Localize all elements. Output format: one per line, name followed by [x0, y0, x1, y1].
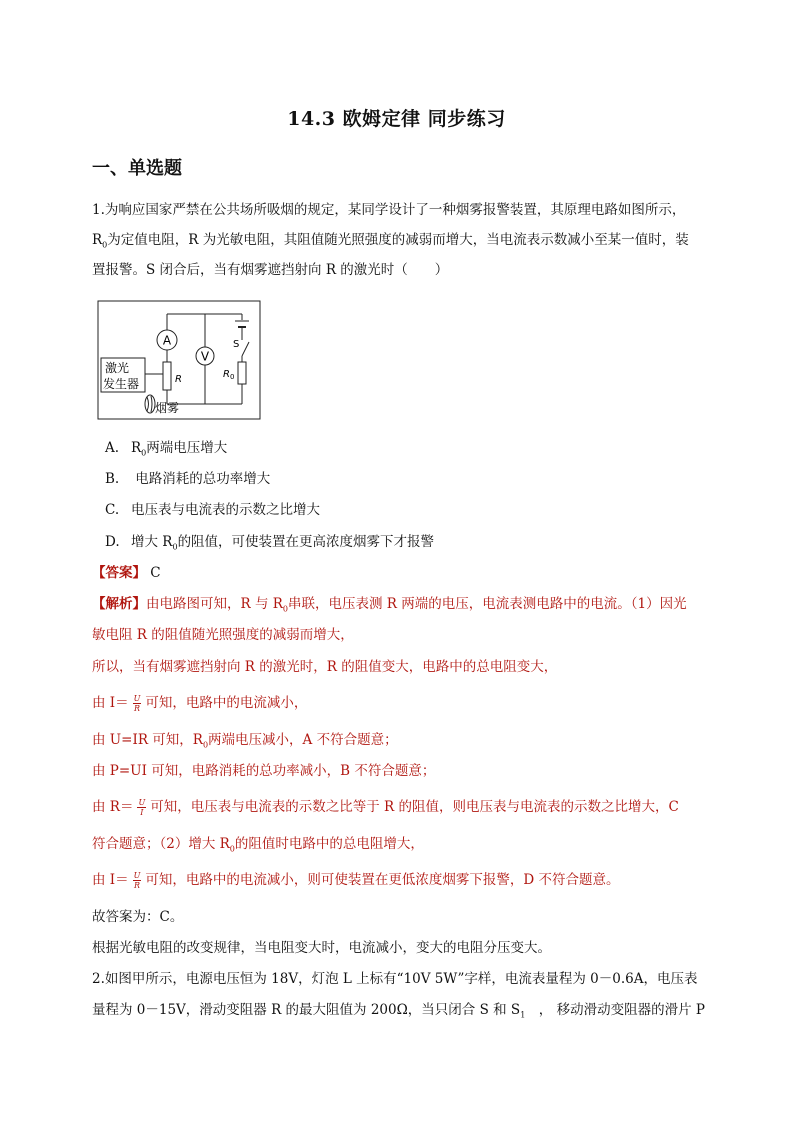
option-a-letter: A.: [105, 440, 120, 456]
smoke-label: 烟雾: [155, 401, 180, 415]
analysis-line1: [92, 594, 687, 620]
ammeter-label: A: [162, 333, 172, 348]
option-d-symbol: 增大 R: [131, 534, 173, 550]
q2-stem-line2-b: ， 移动滑动变阻器的滑片 P: [525, 1002, 705, 1018]
laser-label-line1: 激光: [105, 361, 130, 375]
analysis-l9-pre: 由 I＝: [92, 872, 129, 888]
q2-s1-subscript: 1: [520, 1010, 526, 1020]
analysis-l1-sub: 0: [282, 604, 289, 614]
q1-r0-subscript: 0: [102, 240, 108, 250]
q1-stem-line2-text: 为定值电阻，R 为光敏电阻，其阻值随光照强度的减弱而增大，当电流表示数减小至某一值时，装: [107, 232, 689, 248]
section-heading: 一、单选题: [92, 158, 182, 179]
fraction-u-over-r: [133, 694, 142, 713]
analysis-line3: 所以，当有烟雾遮挡射向 R 的激光时，R 的阻值变大，电路中的总电阻变大，: [92, 659, 558, 675]
analysis-line2: 敏电阻 R 的阻值随光照强度的减弱而增大，: [92, 627, 354, 643]
voltmeter-label: V: [200, 349, 210, 364]
analysis-l1-b: 串联，电压表测 R 两端的电压，电流表测电路中的电流。（1）因光: [288, 596, 687, 612]
option-b-text: 电路消耗的总功率增大: [131, 471, 271, 487]
analysis-line6: 由 P=UI 可知，电路消耗的总功率减小，B 不符合题意；: [92, 763, 436, 779]
fraction-u-over-r-2: [133, 871, 142, 890]
analysis-line8: [92, 834, 424, 860]
option-b[interactable]: [105, 469, 270, 489]
q2-stem-line2-a: 量程为 0－15V，滑动变阻器 R 的最大阻值为 200Ω，当只闭合 S 和 S: [92, 1002, 521, 1018]
option-b-letter: B.: [105, 471, 120, 487]
page-title: 14.3 欧姆定律 同步练习: [287, 108, 506, 130]
analysis-l8-sub: 0: [229, 844, 235, 854]
q1-stem-line2: [92, 230, 689, 256]
analysis-line7: [92, 797, 679, 817]
option-c-text: 电压表与电流表的示数之比增大: [131, 502, 320, 518]
analysis-l4-pre: 由 I＝: [92, 695, 129, 711]
answer-label: 【答案】: [92, 565, 146, 581]
analysis-l1-a: 由电路图可知，R 与 R: [146, 596, 283, 612]
tip-line: 根据光敏电阻的改变规律，当电阻变大时，电流减小，变大的电阻分压变大。: [92, 940, 551, 956]
analysis-l5-b: 两端电压减小，A 不符合题意；: [208, 732, 398, 748]
q1-r0-symbol: R: [92, 232, 103, 248]
option-d-subscript: 0: [172, 542, 178, 552]
option-d-text: 的阻值，可使装置在更高浓度烟雾下才报警: [177, 534, 435, 550]
photoresistor-label: R: [175, 374, 182, 385]
q2-stem-line1: 2.如图甲所示，电源电压恒为 18V，灯泡 L 上标有“10V 5W”字样，电流表量程为 0－0.6A，电压表: [92, 971, 698, 987]
analysis-l9-post: 可知，电路中的电流减小，则可使装置在更低浓度烟雾下报警，D 不符合题意。: [145, 872, 620, 888]
circuit-svg: [97, 300, 261, 420]
analysis-label: 【解析】: [92, 596, 146, 612]
circuit-diagram: [97, 300, 261, 420]
analysis-l8-a: 符合题意；（2）增大 R: [92, 836, 230, 852]
option-a-subscript: 0: [141, 448, 147, 458]
q2-stem-line2: [92, 1000, 705, 1026]
conclusion-line: 故答案为：C。: [92, 909, 184, 925]
option-c-letter: C.: [105, 502, 120, 518]
fraction-numerator: U: [138, 798, 146, 807]
fraction-denominator: I: [140, 808, 144, 817]
analysis-line9: [92, 870, 620, 890]
answer-line: [92, 563, 161, 583]
fixed-resistor-label: $R_0$: [223, 369, 235, 381]
option-d[interactable]: [105, 532, 434, 558]
analysis-line5: [92, 730, 398, 756]
option-d-letter: D.: [105, 534, 120, 550]
analysis-l5-a: 由 U=IR 可知，R: [92, 732, 203, 748]
analysis-l4-post: 可知，电路中的电流减小，: [145, 695, 308, 711]
option-c[interactable]: [105, 500, 320, 520]
q1-stem-line1: 1.为响应国家严禁在公共场所吸烟的规定，某同学设计了一种烟雾报警装置，其原理电路如图所示，: [92, 202, 686, 218]
fraction-denominator: R: [133, 881, 141, 890]
fixed-resistor-icon: [238, 362, 246, 384]
fraction-numerator: U: [133, 694, 141, 703]
analysis-l5-sub: 0: [202, 740, 209, 750]
analysis-l7-post: 可知，电压表与电流表的示数之比等于 R 的阻值，则电压表与电流表的示数之比增大，C: [150, 799, 679, 815]
smoke-icon: [145, 395, 155, 413]
fraction-denominator: R: [133, 704, 141, 713]
option-a[interactable]: [105, 438, 227, 464]
analysis-l7-pre: 由 R＝: [92, 799, 134, 815]
option-a-text: 两端电压增大: [146, 440, 228, 456]
answer-value: C: [146, 565, 161, 581]
switch-label: S: [233, 339, 240, 350]
q1-stem-line3: 置报警。S 闭合后，当有烟雾遮挡射向 R 的激光时（ ）: [92, 262, 449, 278]
photoresistor-icon: [163, 362, 171, 390]
fraction-u-over-i: [137, 798, 146, 817]
laser-label-line2: 发生器: [103, 377, 140, 391]
fraction-numerator: U: [133, 871, 141, 880]
battery-icon: [235, 321, 249, 327]
option-a-symbol: R: [131, 440, 142, 456]
analysis-line4: [92, 693, 307, 713]
analysis-l8-b: 的阻值时电路中的总电阻增大，: [234, 836, 424, 852]
